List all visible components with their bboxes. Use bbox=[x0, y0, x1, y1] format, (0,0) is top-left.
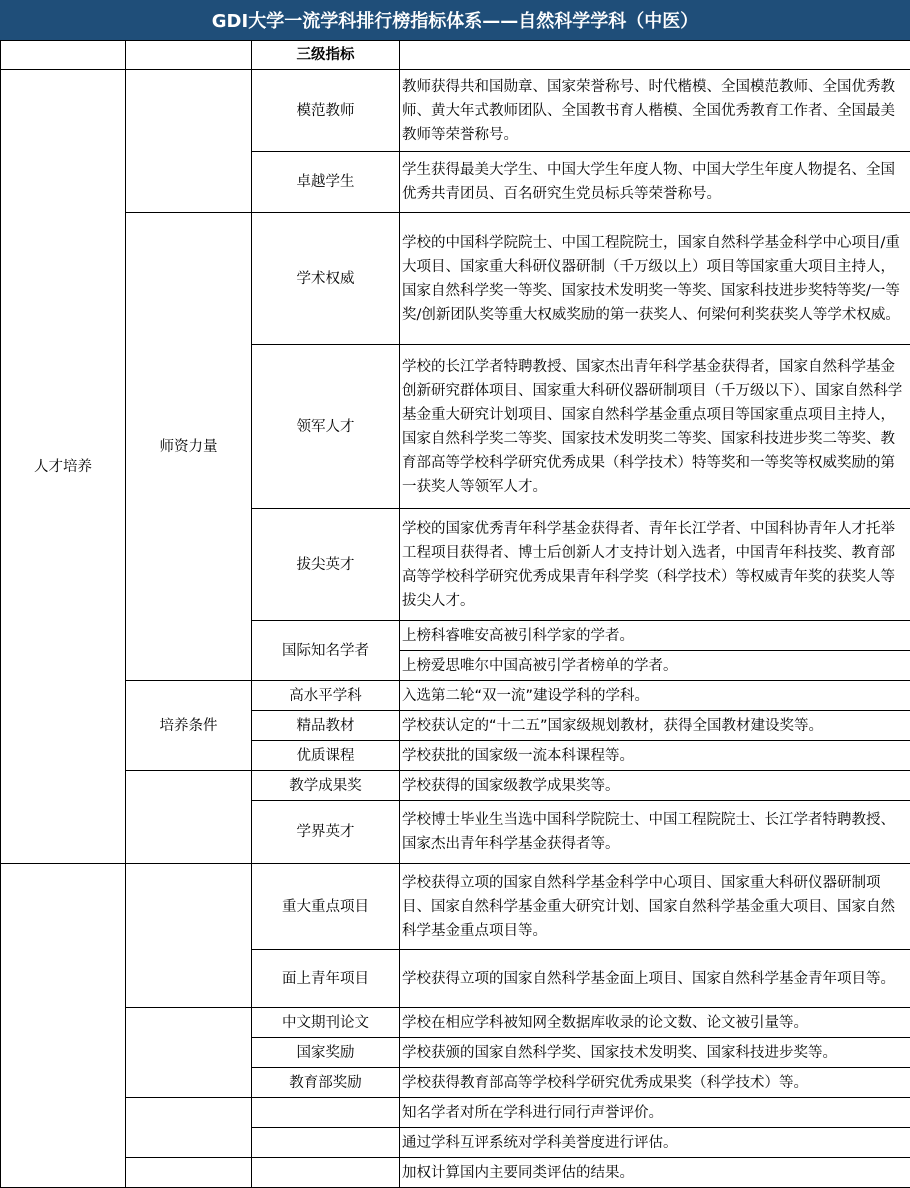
indicator-desc: 学校的长江学者特聘教授、国家杰出青年科学基金获得者，国家自然科学基金创新研究群体项目、国家重大科研仪器研制项目（千万级以下）、国家自然科学基金重大研究计划项目、国家自然科学基金重点项目等国家重点项目主持人，国家自然科学奖二等奖、国家技术发明奖二等奖、国家科技进步奖二等奖、教育部高等学校科学研究优秀成果（科学技术）特等奖和一等奖等权威奖励的第一获奖人等领军人才。 bbox=[400, 345, 910, 509]
indicator-name: 模范教师 bbox=[252, 70, 400, 152]
indicator-desc: 知名学者对所在学科进行同行声誉评价。 bbox=[400, 1098, 910, 1128]
indicator-desc: 教师获得共和国勋章、国家荣誉称号、时代楷模、全国模范教师、全国优秀教师、黄大年式教师团队、全国教书育人楷模、全国优秀教育工作者、全国最美教师等荣誉称号。 bbox=[400, 70, 910, 152]
indicator-name bbox=[252, 1098, 400, 1128]
table-row bbox=[1, 681, 910, 711]
table-row bbox=[1, 1098, 910, 1128]
indicator-desc: 加权计算国内主要同类评估的结果。 bbox=[400, 1158, 910, 1188]
table-row bbox=[1, 213, 910, 345]
indicator-name: 学界英才 bbox=[252, 801, 400, 864]
indicator-desc: 学校获批的国家级一流本科课程等。 bbox=[400, 741, 910, 771]
indicator-name: 优质课程 bbox=[252, 741, 400, 771]
indicator-name: 国家奖励 bbox=[252, 1038, 400, 1068]
level2-blank bbox=[126, 70, 252, 213]
indicator-name: 领军人才 bbox=[252, 345, 400, 509]
indicator-name: 教育部奖励 bbox=[252, 1068, 400, 1098]
level2-blank bbox=[126, 1008, 252, 1098]
level1-blank bbox=[1, 864, 126, 1188]
indicator-name: 国际知名学者 bbox=[252, 621, 400, 681]
table-row bbox=[1, 1158, 910, 1188]
indicator-desc: 学校在相应学科被知网全数据库收录的论文数、论文被引量等。 bbox=[400, 1008, 910, 1038]
indicator-desc: 学校获得的国家级教学成果奖等。 bbox=[400, 771, 910, 801]
indicator-desc: 上榜科睿唯安高被引科学家的学者。 bbox=[400, 621, 910, 651]
indicator-name: 面上青年项目 bbox=[252, 950, 400, 1008]
indicator-name: 重大重点项目 bbox=[252, 864, 400, 950]
indicator-desc: 学校获得立项的国家自然科学基金面上项目、国家自然科学基金青年项目等。 bbox=[400, 950, 910, 1008]
level2-faculty: 师资力量 bbox=[126, 213, 252, 681]
table-row bbox=[1, 70, 910, 152]
indicator-desc: 上榜爱思唯尔中国高被引学者榜单的学者。 bbox=[400, 651, 910, 681]
indicator-desc: 学校的中国科学院院士、中国工程院院士，国家自然科学基金科学中心项目/重大项目、国家重大科研仪器研制（千万级以上）项目等国家重大项目主持人，国家自然科学奖一等奖、国家技术发明奖一等奖、国家科技进步奖特等奖/一等奖/创新团队奖等重大权威奖励的第一获奖人、何梁何利奖获奖人等学术权威。 bbox=[400, 213, 910, 345]
table-row bbox=[1, 1008, 910, 1038]
level2-blank bbox=[126, 1158, 252, 1188]
indicator-name bbox=[252, 1158, 400, 1188]
indicator-name: 教学成果奖 bbox=[252, 771, 400, 801]
level2-blank bbox=[126, 864, 252, 1008]
indicator-name: 中文期刊论文 bbox=[252, 1008, 400, 1038]
indicator-name: 精品教材 bbox=[252, 711, 400, 741]
indicator-desc: 学校获认定的“十二五”国家级规划教材，获得全国教材建设奖等。 bbox=[400, 711, 910, 741]
indicator-table bbox=[0, 40, 910, 1188]
indicator-desc: 学生获得最美大学生、中国大学生年度人物、中国大学生年度人物提名、全国优秀共青团员、百名研究生党员标兵等荣誉称号。 bbox=[400, 152, 910, 213]
page-title: GDI大学一流学科排行榜指标体系——自然科学学科（中医） bbox=[0, 0, 910, 40]
table-header-row bbox=[1, 41, 910, 70]
indicator-desc: 学校博士毕业生当选中国科学院院士、中国工程院院士、长江学者特聘教授、国家杰出青年科学基金获得者等。 bbox=[400, 801, 910, 864]
indicator-name: 拔尖英才 bbox=[252, 509, 400, 621]
header-level3: 三级指标 bbox=[252, 41, 400, 70]
table-row bbox=[1, 771, 910, 801]
indicator-name: 卓越学生 bbox=[252, 152, 400, 213]
level1-talent: 人才培养 bbox=[1, 70, 126, 864]
indicator-name: 学术权威 bbox=[252, 213, 400, 345]
indicator-desc: 学校获颁的国家自然科学奖、国家技术发明奖、国家科技进步奖等。 bbox=[400, 1038, 910, 1068]
header-level2 bbox=[126, 41, 252, 70]
indicator-desc: 学校的国家优秀青年科学基金获得者、青年长江学者、中国科协青年人才托举工程项目获得者、博士后创新人才支持计划入选者，中国青年科技奖、教育部高等学校科学研究优秀成果青年科学奖（科学技术）等权威青年奖的获奖人等拔尖人才。 bbox=[400, 509, 910, 621]
indicator-desc: 入选第二轮“双一流”建设学科的学科。 bbox=[400, 681, 910, 711]
header-level1 bbox=[1, 41, 126, 70]
indicator-desc: 学校获得立项的国家自然科学基金科学中心项目、国家重大科研仪器研制项目、国家自然科学基金重大研究计划、国家自然科学基金重大项目、国家自然科学基金重点项目等。 bbox=[400, 864, 910, 950]
indicator-name bbox=[252, 1128, 400, 1158]
indicator-desc: 通过学科互评系统对学科美誉度进行评估。 bbox=[400, 1128, 910, 1158]
header-description bbox=[400, 41, 910, 70]
level2-blank bbox=[126, 771, 252, 864]
level2-conditions: 培养条件 bbox=[126, 681, 252, 771]
level2-blank bbox=[126, 1098, 252, 1158]
indicator-desc: 学校获得教育部高等学校科学研究优秀成果奖（科学技术）等。 bbox=[400, 1068, 910, 1098]
indicator-name: 高水平学科 bbox=[252, 681, 400, 711]
table-row bbox=[1, 864, 910, 950]
